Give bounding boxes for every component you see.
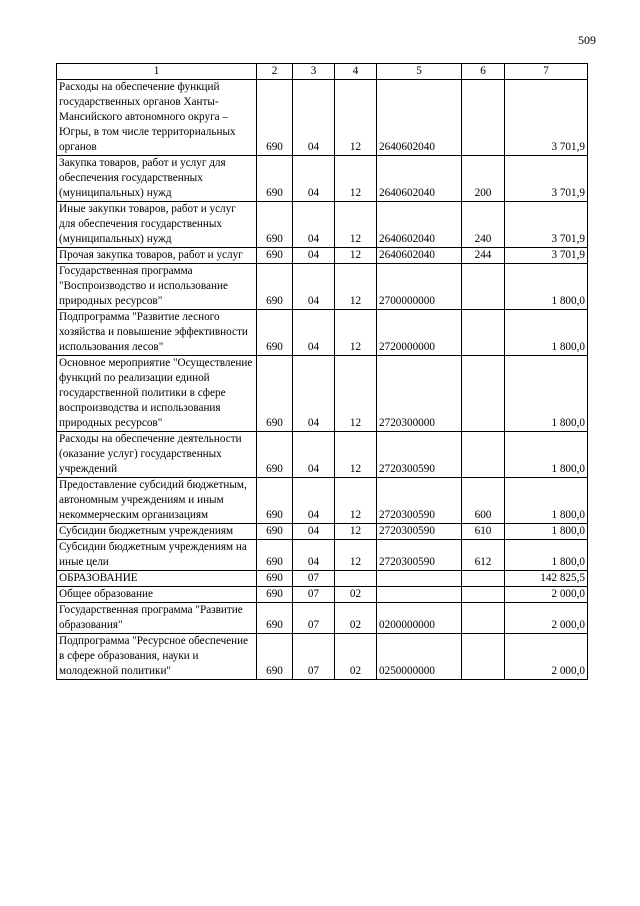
- cell-subsection-code: 12: [335, 478, 377, 524]
- cell-subsection-code: 12: [335, 264, 377, 310]
- cell-expense-type: [462, 310, 505, 356]
- cell-target-article: 2720000000: [377, 310, 462, 356]
- cell-subsection-code: 12: [335, 540, 377, 571]
- cell-target-article: 2720300000: [377, 356, 462, 432]
- cell-subsection-code: 12: [335, 524, 377, 540]
- cell-section-code: 07: [293, 587, 335, 603]
- table-row: [57, 80, 588, 156]
- cell-section-code: 04: [293, 80, 335, 156]
- cell-expense-type: [462, 80, 505, 156]
- cell-amount: 1 800,0: [505, 478, 588, 524]
- cell-amount: 1 800,0: [505, 432, 588, 478]
- row-name: Основное мероприятие "Осуществление функций по реализации единой государственной политики в сфере воспроизводства и использования природных ресурсов": [57, 356, 257, 432]
- cell-subsection-code: 12: [335, 248, 377, 264]
- table-row: [57, 524, 588, 540]
- cell-target-article: 0200000000: [377, 603, 462, 634]
- cell-target-article: [377, 571, 462, 587]
- cell-amount: 2 000,0: [505, 603, 588, 634]
- cell-expense-type: 244: [462, 248, 505, 264]
- cell-section-code: 07: [293, 603, 335, 634]
- cell-subsection-code: [335, 571, 377, 587]
- cell-ministry-code: 690: [257, 603, 293, 634]
- cell-section-code: 04: [293, 540, 335, 571]
- column-header: 3: [293, 64, 335, 80]
- cell-section-code: 04: [293, 356, 335, 432]
- row-name: Государственная программа "Развитие образования": [57, 603, 257, 634]
- cell-amount: 3 701,9: [505, 156, 588, 202]
- cell-section-code: 04: [293, 524, 335, 540]
- cell-section-code: 04: [293, 478, 335, 524]
- column-header: 1: [57, 64, 257, 80]
- cell-ministry-code: 690: [257, 571, 293, 587]
- cell-subsection-code: 02: [335, 634, 377, 680]
- column-header: 7: [505, 64, 588, 80]
- cell-ministry-code: 690: [257, 310, 293, 356]
- cell-expense-type: 200: [462, 156, 505, 202]
- cell-expense-type: 240: [462, 202, 505, 248]
- table-row: [57, 248, 588, 264]
- table-row: [57, 356, 588, 432]
- cell-subsection-code: 12: [335, 310, 377, 356]
- row-name: Общее образование: [57, 587, 257, 603]
- cell-expense-type: [462, 264, 505, 310]
- cell-ministry-code: 690: [257, 478, 293, 524]
- budget-table: [56, 63, 588, 680]
- cell-target-article: 2720300590: [377, 432, 462, 478]
- cell-target-article: [377, 587, 462, 603]
- cell-target-article: 0250000000: [377, 634, 462, 680]
- cell-section-code: 04: [293, 310, 335, 356]
- cell-amount: 3 701,9: [505, 202, 588, 248]
- cell-target-article: 2720300590: [377, 478, 462, 524]
- column-header: 5: [377, 64, 462, 80]
- cell-section-code: 04: [293, 432, 335, 478]
- column-header: 2: [257, 64, 293, 80]
- cell-target-article: 2640602040: [377, 156, 462, 202]
- row-name: Подпрограмма "Развитие лесного хозяйства и повышение эффективности использования лесов": [57, 310, 257, 356]
- cell-amount: 1 800,0: [505, 310, 588, 356]
- cell-subsection-code: 12: [335, 202, 377, 248]
- cell-target-article: 2720300590: [377, 524, 462, 540]
- cell-subsection-code: 12: [335, 156, 377, 202]
- cell-ministry-code: 690: [257, 587, 293, 603]
- cell-expense-type: [462, 432, 505, 478]
- row-name: Иные закупки товаров, работ и услуг для обеспечения государственных (муниципальных) нужд: [57, 202, 257, 248]
- row-name: Закупка товаров, работ и услуг для обеспечения государственных (муниципальных) нужд: [57, 156, 257, 202]
- cell-amount: 1 800,0: [505, 356, 588, 432]
- cell-amount: 1 800,0: [505, 264, 588, 310]
- row-name: Подпрограмма "Ресурсное обеспечение в сфере образования, науки и молодежной политики": [57, 634, 257, 680]
- cell-expense-type: 610: [462, 524, 505, 540]
- cell-expense-type: [462, 571, 505, 587]
- cell-section-code: 07: [293, 571, 335, 587]
- table-row: [57, 587, 588, 603]
- cell-ministry-code: 690: [257, 202, 293, 248]
- cell-target-article: 2720300590: [377, 540, 462, 571]
- cell-expense-type: 600: [462, 478, 505, 524]
- row-name: Субсидии бюджетным учреждениям: [57, 524, 257, 540]
- cell-amount: 2 000,0: [505, 587, 588, 603]
- cell-expense-type: 612: [462, 540, 505, 571]
- cell-ministry-code: 690: [257, 356, 293, 432]
- cell-ministry-code: 690: [257, 432, 293, 478]
- table-row: [57, 540, 588, 571]
- cell-expense-type: [462, 634, 505, 680]
- table-row: [57, 156, 588, 202]
- row-name: Государственная программа "Воспроизводство и использование природных ресурсов": [57, 264, 257, 310]
- cell-amount: 1 800,0: [505, 540, 588, 571]
- cell-amount: 3 701,9: [505, 248, 588, 264]
- row-name: Субсидии бюджетным учреждениям на иные цели: [57, 540, 257, 571]
- cell-expense-type: [462, 603, 505, 634]
- cell-target-article: 2640602040: [377, 202, 462, 248]
- header-row: [57, 64, 588, 80]
- column-header: 4: [335, 64, 377, 80]
- cell-ministry-code: 690: [257, 156, 293, 202]
- cell-ministry-code: 690: [257, 248, 293, 264]
- cell-amount: 142 825,5: [505, 571, 588, 587]
- cell-subsection-code: 12: [335, 432, 377, 478]
- cell-expense-type: [462, 587, 505, 603]
- row-name: Прочая закупка товаров, работ и услуг: [57, 248, 257, 264]
- cell-ministry-code: 690: [257, 540, 293, 571]
- cell-section-code: 07: [293, 634, 335, 680]
- row-name: ОБРАЗОВАНИЕ: [57, 571, 257, 587]
- cell-subsection-code: 02: [335, 587, 377, 603]
- cell-target-article: 2640602040: [377, 248, 462, 264]
- table-row: [57, 432, 588, 478]
- cell-subsection-code: 12: [335, 80, 377, 156]
- table-row: [57, 478, 588, 524]
- cell-amount: 3 701,9: [505, 80, 588, 156]
- table-row: [57, 634, 588, 680]
- column-header: 6: [462, 64, 505, 80]
- cell-subsection-code: 12: [335, 356, 377, 432]
- cell-ministry-code: 690: [257, 524, 293, 540]
- cell-ministry-code: 690: [257, 634, 293, 680]
- cell-amount: 1 800,0: [505, 524, 588, 540]
- cell-target-article: 2700000000: [377, 264, 462, 310]
- table-row: [57, 603, 588, 634]
- cell-ministry-code: 690: [257, 80, 293, 156]
- cell-subsection-code: 02: [335, 603, 377, 634]
- cell-expense-type: [462, 356, 505, 432]
- row-name: Расходы на обеспечение функций государственных органов Ханты-Мансийского автономного округа – Югры, в том числе территориальных органов: [57, 80, 257, 156]
- table-row: [57, 310, 588, 356]
- cell-section-code: 04: [293, 264, 335, 310]
- cell-section-code: 04: [293, 156, 335, 202]
- row-name: Расходы на обеспечение деятельности (оказание услуг) государственных учреждений: [57, 432, 257, 478]
- cell-amount: 2 000,0: [505, 634, 588, 680]
- cell-section-code: 04: [293, 202, 335, 248]
- table-row: [57, 202, 588, 248]
- page-number: 509: [578, 33, 596, 47]
- row-name: Предоставление субсидий бюджетным, автономным учреждениям и иным некоммерческим организациям: [57, 478, 257, 524]
- cell-section-code: 04: [293, 248, 335, 264]
- table-row: [57, 264, 588, 310]
- cell-ministry-code: 690: [257, 264, 293, 310]
- table-row: [57, 571, 588, 587]
- cell-target-article: 2640602040: [377, 80, 462, 156]
